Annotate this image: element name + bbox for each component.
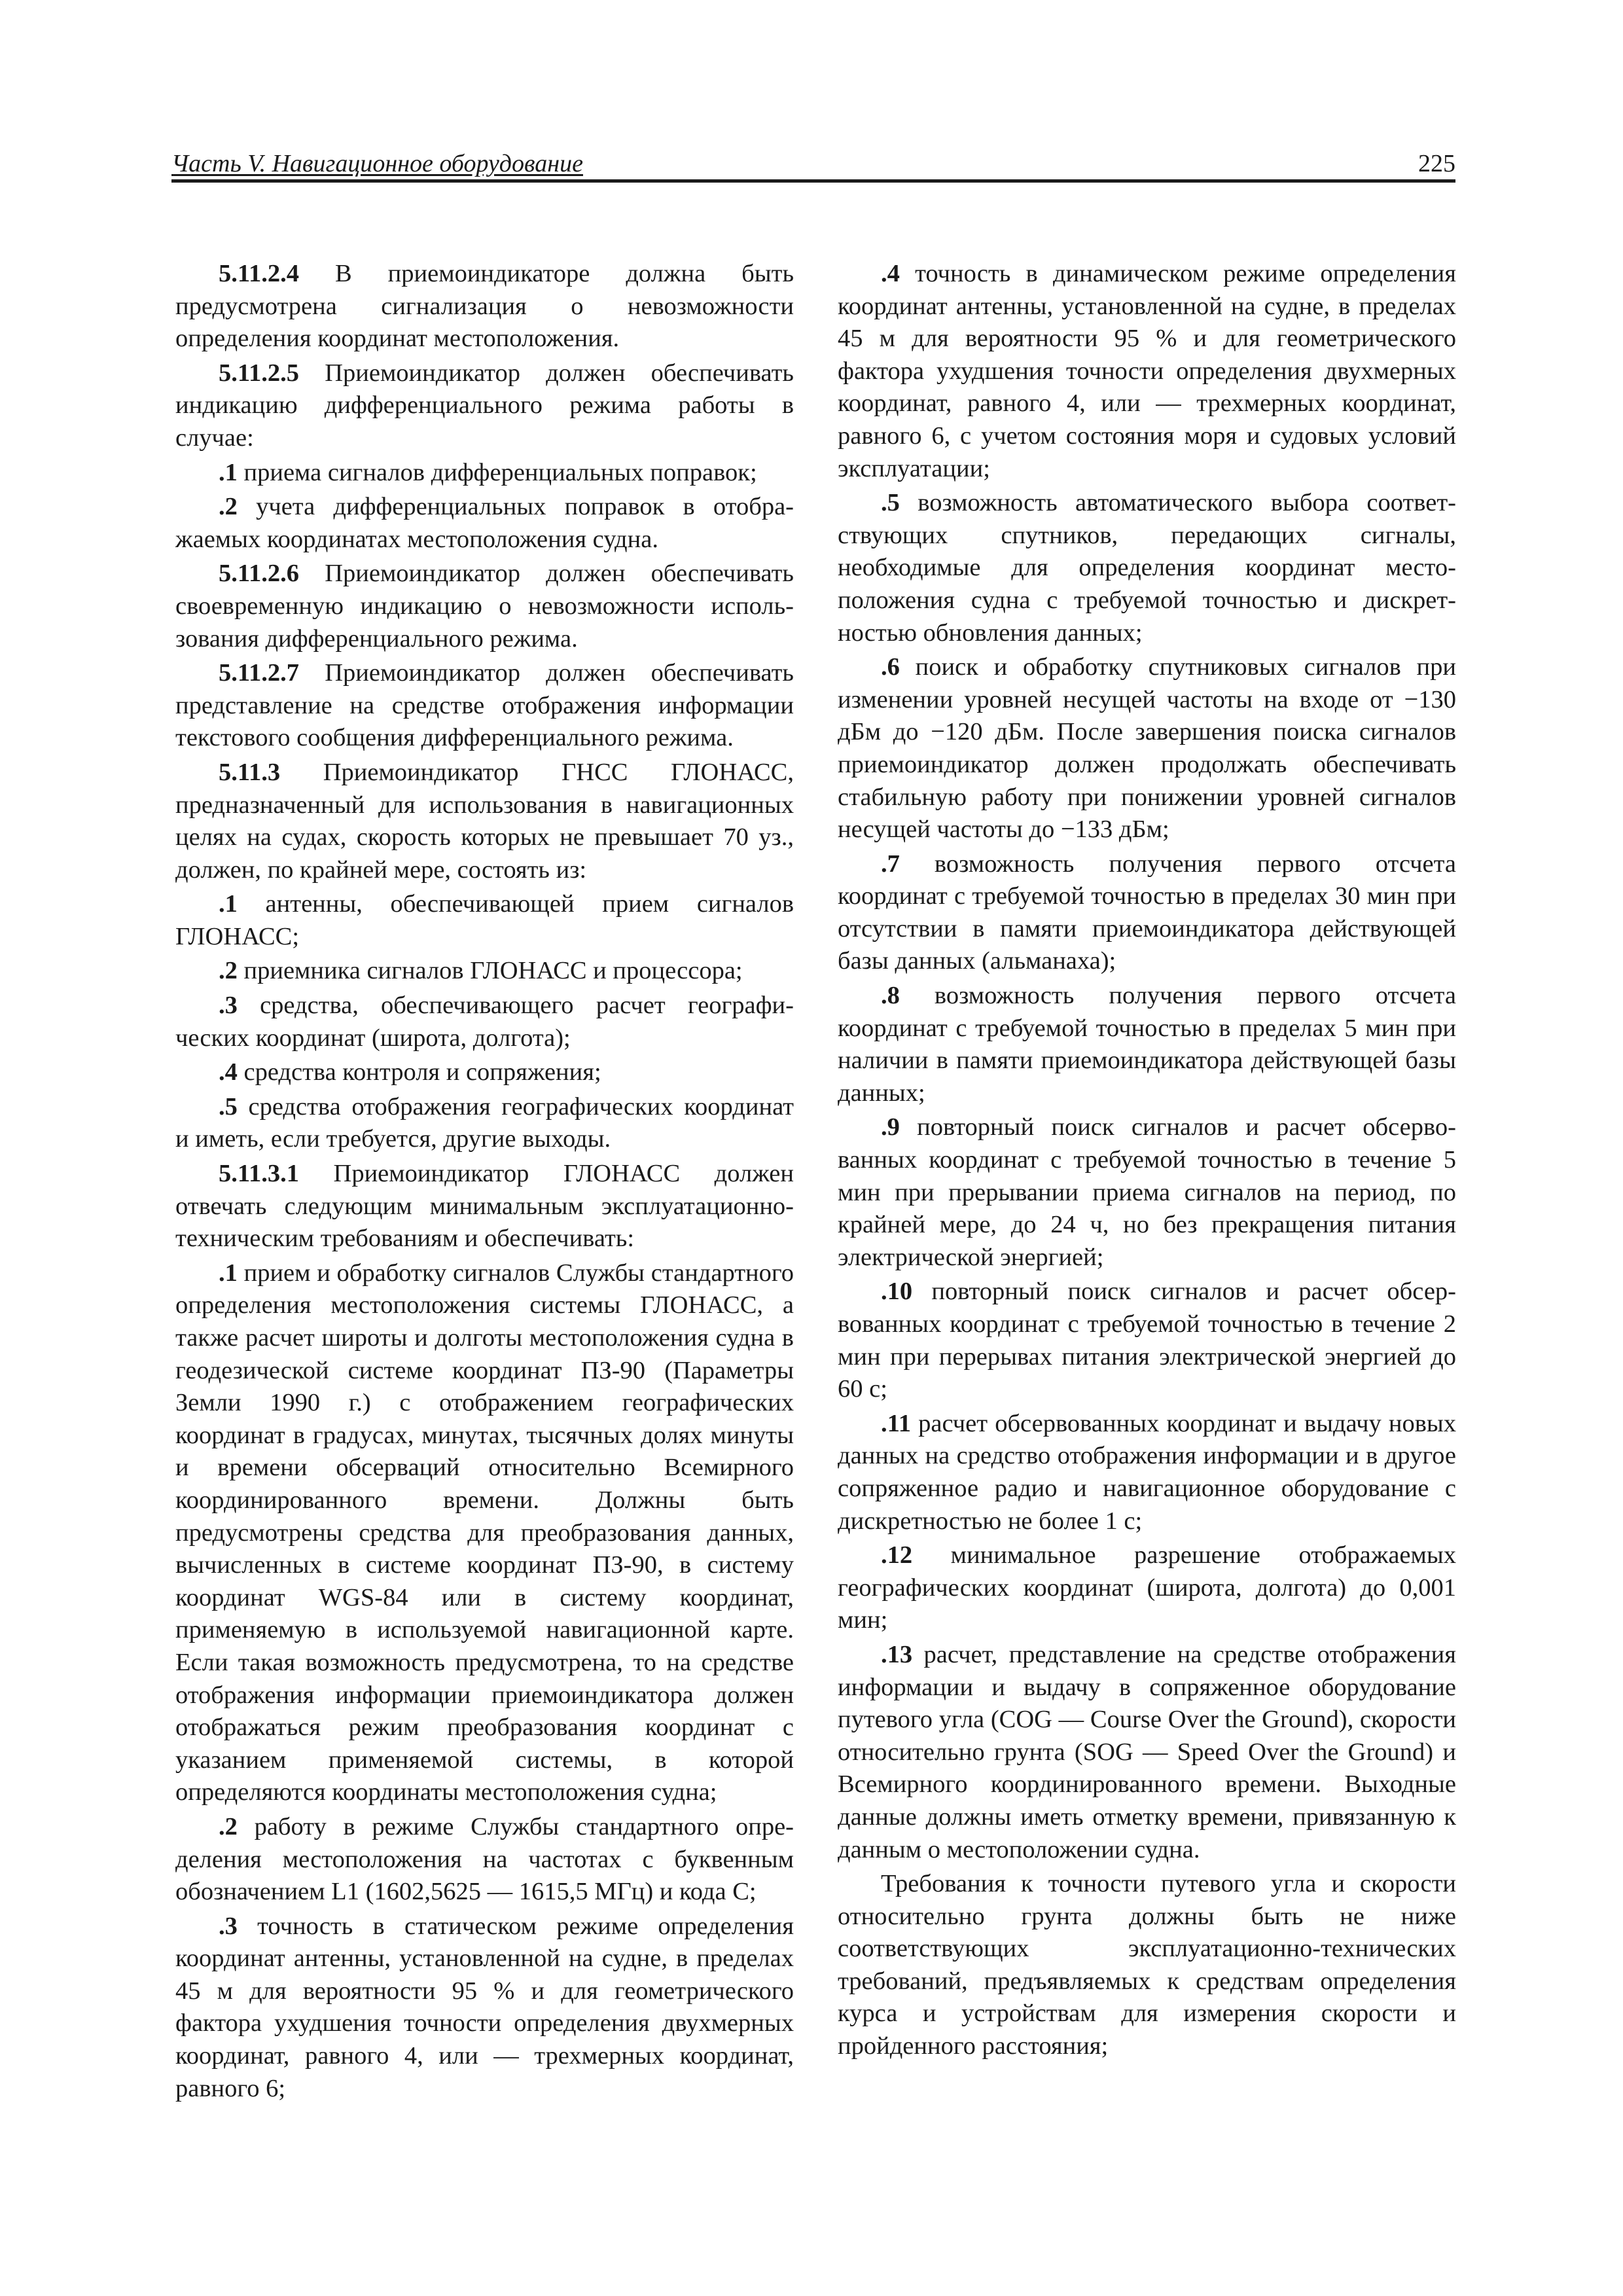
clause-number: 5.11.2.4 (219, 260, 300, 287)
paragraph (175, 1091, 794, 1156)
clause-number: .12 (881, 1541, 913, 1570)
paragraph-text: Приемоиндикатор ГЛОНАСС должен отвечать следующим минимальным эксплуатационно-техническим требованиям и обеспечивать: (175, 1160, 794, 1253)
paragraph-text: возможность автоматического выбора соответствующих спутников, передающих сигналы, необходимые для определения координат местоположения судна с требуемой точностью и дискретностью обновления данных; (838, 489, 1456, 647)
clause-number: 5.11.2.6 (219, 560, 300, 588)
paragraph-text: приемника сигналов ГЛОНАСС и процессора; (237, 957, 743, 985)
paragraph-text: В приемоиндикаторе должна быть предусмотрена сигнализация о невозможности определения координат местоположения. (175, 260, 794, 353)
paragraph-text: Приемоиндикатор должен обеспечивать своевременную индикацию о невозможности использования дифференциального режима. (175, 560, 794, 653)
paragraph-text: приема сигналов дифференциальных поправок; (237, 458, 757, 486)
paragraph (838, 1276, 1456, 1405)
paragraph (838, 1539, 1456, 1637)
paragraph (175, 757, 794, 886)
clause-number: .3 (219, 1912, 238, 1940)
clause-number: .8 (881, 982, 900, 1010)
paragraph (838, 848, 1456, 978)
clause-number: .1 (219, 458, 238, 486)
clause-number: .5 (219, 1092, 238, 1121)
clause-number: 5.11.3 (219, 758, 281, 786)
paragraph-text: расчет, представление на средстве отображения информации и выдачу в сопряженное оборудование путевого угла (COG — Course Over the Ground), скорости относительно грунта (SOG — Speed Over the Ground) и Всемирного координированного времени. Выходные данные должны иметь отметку времени, привязанную к данным о местоположении судна. (838, 1640, 1456, 1863)
paragraph-text: точность в динамическом режиме определения координат антенны, установленной на судне, в пределах 45 м для вероятности 95 % и для геометрического фактора ухудшения точности определения двухмерных координат, равного 4, или — трехмерных координат, равного 6, с учетом состояния моря и судовых условий эксплуатации; (838, 260, 1456, 482)
paragraph (175, 888, 794, 953)
paragraph-text: возможность получения первого отсчета координат с требуемой точностью в пределах 5 мин при наличии в памяти приемоиндикатора действующей базы данных; (838, 982, 1456, 1107)
paragraph-text: Приемоиндикатор должен обеспечивать индикацию дифференциального режима работы в случае: (175, 359, 794, 452)
paragraph (175, 357, 794, 455)
header-title: Часть V. Навигационное оборудование (171, 150, 583, 177)
paragraph-text: расчет обсервованных координат и выдачу новых данных на средство отображения информации и в другое сопряженное радио и навигационное оборудование с дискретностью не более 1 с; (838, 1409, 1456, 1535)
paragraph (175, 990, 794, 1054)
clause-number: .11 (881, 1409, 912, 1437)
paragraph (838, 1111, 1456, 1274)
paragraph-text: возможность получения первого отсчета координат с требуемой точностью в пределах 30 мин при отсутствии в памяти приемоиндикатора действующей базы данных (альманаха); (838, 850, 1456, 975)
paragraph-text: повторный поиск сигналов и расчет обсервованных координат с требуемой точностью в течение 2 мин при перерывах питания электрической энергией до 60 с; (838, 1278, 1456, 1403)
paragraph (175, 457, 794, 490)
paragraph (175, 657, 794, 755)
paragraph-text: Требования к точности путевого угла и скорости относительно грунта должны быть не ниже соответствующих эксплуатационно-технических требований, предъявляемых к средствам определения курса и устройствам для измерения скорости и пройденного расстояния; (838, 1870, 1456, 2060)
paragraph-text: учета дифференциальных поправок в отображаемых координатах местоположения судна. (175, 493, 794, 553)
clause-number: .6 (881, 653, 900, 681)
paragraph (175, 1257, 794, 1809)
paragraph-text: работу в режиме Службы стандартного определения местоположения на частотах с буквенным обозначением L1 (1602,5625 — 1615,5 МГц) и кода С; (175, 1812, 794, 1906)
paragraph-text: средства отображения географических координат и иметь, если требуется, другие выходы. (175, 1092, 794, 1153)
paragraph-text: точность в статическом режиме определения координат антенны, установленной на судне, в пределах 45 м для вероятности 95 % и для геометрического фактора ухудшения точности определения двухмерных координат, равного 4, или — трехмерных координат, равного 6; (175, 1912, 794, 2102)
clause-number: .9 (881, 1113, 900, 1141)
paragraph-text: повторный поиск сигналов и расчет обсервованных координат с требуемой точностью в течение 5 мин при прерывании приема сигналов на период, по крайней мере, до 24 ч, но без прекращения питания электрической энергией; (838, 1113, 1456, 1271)
paragraph (175, 258, 794, 355)
clause-number: .10 (881, 1278, 913, 1306)
clause-number: .2 (219, 957, 238, 985)
clause-number: 5.11.2.5 (219, 359, 300, 387)
clause-number: .3 (219, 992, 238, 1020)
running-header (171, 145, 1455, 183)
clause-number: .1 (219, 890, 238, 918)
paragraph (175, 491, 794, 556)
clause-number: .5 (881, 489, 900, 517)
paragraph (838, 1408, 1456, 1537)
paragraph (838, 651, 1456, 846)
clause-number: .4 (219, 1058, 238, 1086)
paragraph-text: поиск и обработку спутниковых сигналов при изменении уровней несущей частоты на входе от −130 дБм до −120 дБм. После завершения поиска сигналов приемоиндикатор должен продолжать обеспечивать стабильную работу при понижении уровней сигналов несущей частоты до −133 дБм; (838, 653, 1456, 844)
paragraph (838, 258, 1456, 485)
paragraph (175, 1811, 794, 1909)
page-number: 225 (1418, 150, 1455, 177)
paragraph-text: Приемоиндикатор ГНСС ГЛОНАСС, предназначенный для использования в навигационных целях на судах, скорость которых не превышает 70 уз., должен, по крайней мере, состоять из: (175, 758, 794, 884)
paragraph (175, 1158, 794, 1255)
clause-number: .13 (881, 1640, 913, 1668)
paragraph (838, 487, 1456, 649)
paragraph (175, 1910, 794, 2106)
clause-number: .2 (219, 493, 238, 521)
paragraph-text: средства контроля и сопряжения; (237, 1058, 601, 1086)
paragraph (838, 980, 1456, 1109)
paragraph-text: Приемоиндикатор должен обеспечивать представление на средстве отображения информации текстового сообщения дифференциального режима. (175, 659, 794, 752)
clause-number: 5.11.3.1 (219, 1160, 300, 1188)
paragraph (175, 558, 794, 655)
left-column (175, 258, 794, 2107)
clause-number: 5.11.2.7 (219, 659, 300, 687)
clause-number: .7 (881, 850, 900, 878)
clause-number: .1 (219, 1259, 238, 1287)
paragraph (175, 1056, 794, 1089)
paragraph-text: минимальное разрешение отображаемых географических координат (широта, долгота) до 0,001 мин; (838, 1541, 1456, 1634)
clause-number: .4 (881, 260, 900, 287)
paragraph (838, 1639, 1456, 1866)
paragraph (175, 955, 794, 988)
paragraph-text: прием и обработку сигналов Службы стандартного определения местоположения системы ГЛОНАСС, а также расчет широты и долготы местоположения судна в геодезической системе координат ПЗ-90 (Параметры Земли 1990 г.) с отображением географических координат в градусах, минутах, тысячных долях минуты и времени обсерваций относительно Всемирного координированного времени. Должны быть предусмотрены средства для преобразования данных, вычисленных в системе координат ПЗ-90, в систему координат WGS-84 или в систему координат, применяемую в используемой навигационной карте. Если такая возможность предусмотрена, то на средстве отображения информации приемоиндикатора должен отображаться режим преобразования координат с указанием применяемой системы, в которой определяются координаты местоположения судна; (175, 1259, 794, 1806)
right-column (838, 258, 1456, 2065)
paragraph (838, 1868, 1456, 2063)
paragraph-text: средства, обеспечивающего расчет географических координат (широта, долгота); (175, 992, 794, 1052)
paragraph-text: антенны, обеспечивающей прием сигналов ГЛОНАСС; (175, 890, 794, 950)
clause-number: .2 (219, 1812, 238, 1840)
